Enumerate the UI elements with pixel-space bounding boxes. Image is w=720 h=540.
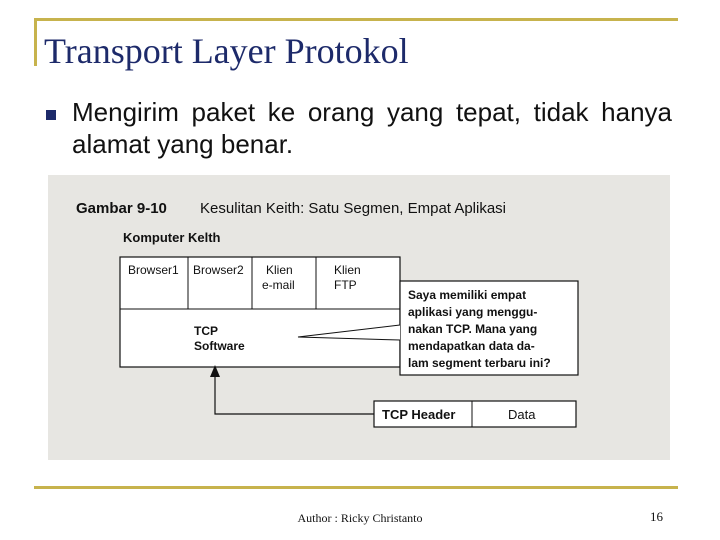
callout-line4: mendapatkan data da-: [408, 339, 535, 353]
figure-scan: [48, 175, 670, 460]
top-frame-line: [34, 18, 678, 21]
segment-tcp-header: TCP Header: [382, 407, 456, 422]
app-ftp-client-line1: Klien: [334, 263, 361, 277]
bullet-text: Mengirim paket ke orang yang tepat, tidak hanya alamat yang benar.: [72, 97, 672, 159]
callout-line5: lam segment terbaru ini?: [408, 356, 551, 370]
figure-caption-label: Gambar 9-10: [76, 200, 167, 217]
author-credit: Author : Ricky Christanto: [297, 511, 423, 525]
tcp-software-line1: TCP: [194, 324, 218, 338]
app-browser1: Browser1: [128, 263, 179, 277]
footer-line: [34, 486, 678, 489]
callout-line3: nakan TCP. Mana yang: [408, 322, 538, 336]
app-email-client: [262, 263, 296, 292]
left-frame-line: [34, 18, 37, 66]
app-email-client-line1: Klien: [266, 263, 293, 277]
figure-diagram: [48, 175, 670, 460]
app-email-client-line2: e-mail: [262, 278, 295, 292]
app-browser2: Browser2: [193, 263, 244, 277]
callout-text: [408, 288, 551, 370]
callout-line1: Saya memiliki empat: [408, 288, 527, 302]
app-ftp-client-line2: FTP: [334, 278, 357, 292]
segment-data: Data: [508, 407, 536, 422]
figure-caption-text: Kesulitan Keith: Satu Segmen, Empat Aplikasi: [200, 200, 507, 217]
tcp-software-line2: Software: [194, 339, 245, 353]
slide-title: Transport Layer Protokol: [44, 31, 409, 71]
arrow-line: [215, 375, 374, 414]
computer-label: Komputer Kelth: [123, 230, 221, 245]
callout-line2: aplikasi yang menggu-: [408, 305, 538, 319]
page-number: 16: [650, 509, 663, 524]
square-bullet-icon: [46, 110, 56, 120]
